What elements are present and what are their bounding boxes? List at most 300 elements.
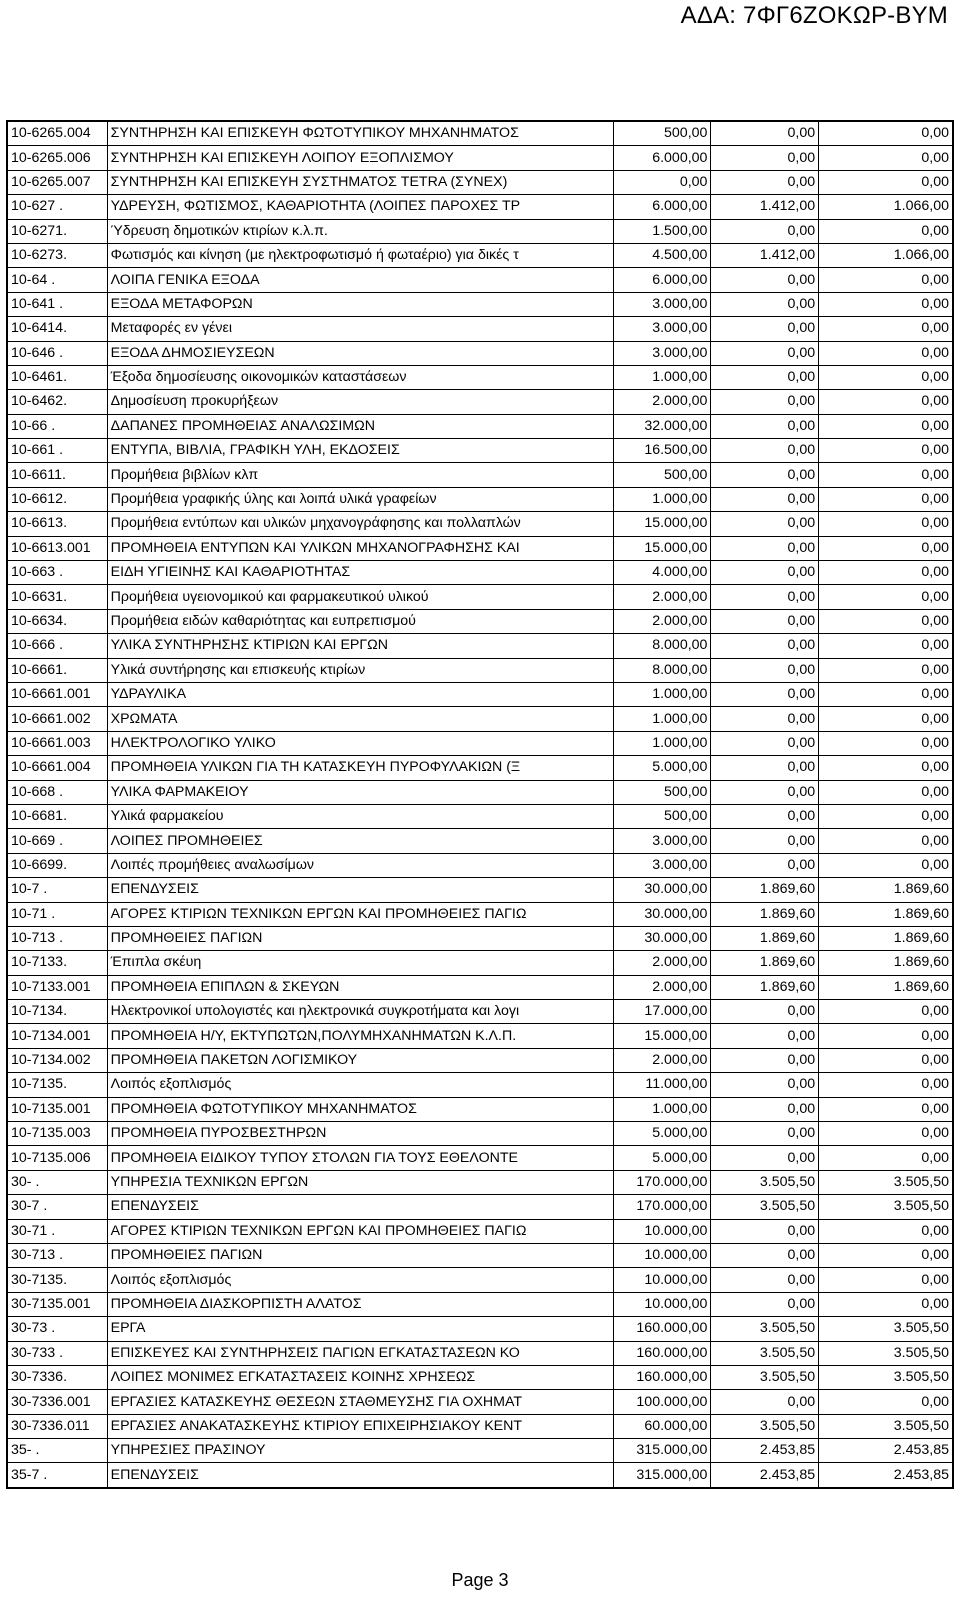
account-code-cell: 10-6613.001 [7, 536, 107, 560]
committed-amount-cell: 0,00 [711, 585, 819, 609]
paid-amount-cell: 0,00 [819, 439, 953, 463]
table-row [7, 121, 953, 146]
committed-amount-cell: 0,00 [711, 1024, 819, 1048]
paid-amount-cell: 3.505,50 [819, 1195, 953, 1219]
account-code-cell: 10-641 . [7, 292, 107, 316]
table-row [7, 1439, 953, 1463]
description-cell: ΑΓΟΡΕΣ ΚΤΙΡΙΩΝ ΤΕΧΝΙΚΩΝ ΕΡΓΩΝ ΚΑΙ ΠΡΟΜΗΘΕΙΕΣ ΠΑΓΙΩ [107, 902, 613, 926]
budget-amount-cell: 2.000,00 [613, 951, 711, 975]
paid-amount-cell: 1.869,60 [819, 902, 953, 926]
description-cell: ΥΛΙΚΑ ΦΑΡΜΑΚΕΙΟΥ [107, 780, 613, 804]
table-row [7, 414, 953, 438]
table-row [7, 1463, 953, 1488]
paid-amount-cell: 0,00 [819, 707, 953, 731]
paid-amount-cell: 0,00 [819, 1292, 953, 1316]
table-row [7, 243, 953, 267]
description-cell: ΕΞΟΔΑ ΜΕΤΑΦΟΡΩΝ [107, 292, 613, 316]
budget-amount-cell: 10.000,00 [613, 1268, 711, 1292]
account-code-cell: 10-6265.004 [7, 121, 107, 146]
paid-amount-cell: 0,00 [819, 561, 953, 585]
committed-amount-cell: 0,00 [711, 536, 819, 560]
committed-amount-cell: 3.505,50 [711, 1341, 819, 1365]
table-row [7, 804, 953, 828]
account-code-cell: 10-7134.002 [7, 1048, 107, 1072]
committed-amount-cell: 2.453,85 [711, 1463, 819, 1488]
paid-amount-cell: 2.453,85 [819, 1463, 953, 1488]
budget-amount-cell: 2.000,00 [613, 390, 711, 414]
table-row [7, 634, 953, 658]
description-cell: Προμήθεια γραφικής ύλης και λοιπά υλικά γραφείων [107, 487, 613, 511]
account-code-cell: 10-661 . [7, 439, 107, 463]
committed-amount-cell: 0,00 [711, 292, 819, 316]
table-row [7, 561, 953, 585]
account-code-cell: 30-7336.011 [7, 1414, 107, 1438]
description-cell: ΔΑΠΑΝΕΣ ΠΡΟΜΗΘΕΙΑΣ ΑΝΑΛΩΣΙΜΩΝ [107, 414, 613, 438]
description-cell: ΛΟΙΠΑ ΓΕΝΙΚΑ ΕΞΟΔΑ [107, 268, 613, 292]
paid-amount-cell: 3.505,50 [819, 1365, 953, 1389]
budget-amount-cell: 10.000,00 [613, 1219, 711, 1243]
account-code-cell: 30-7 . [7, 1195, 107, 1219]
description-cell: Λοιπές προμήθειες αναλωσίμων [107, 853, 613, 877]
paid-amount-cell: 0,00 [819, 1268, 953, 1292]
description-cell: Μεταφορές εν γένει [107, 317, 613, 341]
paid-amount-cell: 0,00 [819, 317, 953, 341]
committed-amount-cell: 0,00 [711, 219, 819, 243]
table-row [7, 1048, 953, 1072]
budget-amount-cell: 500,00 [613, 463, 711, 487]
committed-amount-cell: 1.869,60 [711, 951, 819, 975]
description-cell: ΥΠΗΡΕΣΙΑ ΤΕΧΝΙΚΩΝ ΕΡΓΩΝ [107, 1170, 613, 1194]
account-code-cell: 10-6461. [7, 365, 107, 389]
description-cell: Ύδρευση δημοτικών κτιρίων κ.λ.π. [107, 219, 613, 243]
committed-amount-cell: 0,00 [711, 463, 819, 487]
committed-amount-cell: 0,00 [711, 804, 819, 828]
paid-amount-cell: 0,00 [819, 853, 953, 877]
paid-amount-cell: 1.066,00 [819, 243, 953, 267]
budget-amount-cell: 30.000,00 [613, 902, 711, 926]
committed-amount-cell: 0,00 [711, 853, 819, 877]
description-cell: Έπιπλα σκέυη [107, 951, 613, 975]
description-cell: ΥΔΡΕΥΣΗ, ΦΩΤΙΣΜΟΣ, ΚΑΘΑΡΙΟΤΗΤΑ (ΛΟΙΠΕΣ ΠΑΡΟΧΕΣ ΤΡ [107, 195, 613, 219]
budget-amount-cell: 8.000,00 [613, 634, 711, 658]
account-code-cell: 10-6661.003 [7, 731, 107, 755]
table-row [7, 341, 953, 365]
account-code-cell: 10-64 . [7, 268, 107, 292]
paid-amount-cell: 0,00 [819, 365, 953, 389]
committed-amount-cell: 0,00 [711, 731, 819, 755]
budget-amount-cell: 2.000,00 [613, 975, 711, 999]
budget-amount-cell: 160.000,00 [613, 1317, 711, 1341]
paid-amount-cell: 0,00 [819, 1390, 953, 1414]
committed-amount-cell: 0,00 [711, 1048, 819, 1072]
paid-amount-cell: 0,00 [819, 658, 953, 682]
paid-amount-cell: 0,00 [819, 731, 953, 755]
committed-amount-cell: 0,00 [711, 1073, 819, 1097]
description-cell: Δημοσίευση προκυρήξεων [107, 390, 613, 414]
paid-amount-cell: 0,00 [819, 487, 953, 511]
account-code-cell: 30-7135. [7, 1268, 107, 1292]
description-cell: ΠΡΟΜΗΘΕΙΑ ΠΑΚΕΤΩΝ ΛΟΓΙΣΜΙΚΟΥ [107, 1048, 613, 1072]
committed-amount-cell: 2.453,85 [711, 1439, 819, 1463]
budget-amount-cell: 3.000,00 [613, 317, 711, 341]
description-cell: ΕΞΟΔΑ ΔΗΜΟΣΙΕΥΣΕΩΝ [107, 341, 613, 365]
description-cell: ΗΛΕΚΤΡΟΛΟΓΙΚΟ ΥΛΙΚΟ [107, 731, 613, 755]
committed-amount-cell: 1.869,60 [711, 926, 819, 950]
table-row [7, 463, 953, 487]
table-row [7, 756, 953, 780]
table-row [7, 878, 953, 902]
paid-amount-cell: 1.869,60 [819, 951, 953, 975]
account-code-cell: 10-6612. [7, 487, 107, 511]
paid-amount-cell: 1.066,00 [819, 195, 953, 219]
account-code-cell: 10-6634. [7, 609, 107, 633]
table-row [7, 1243, 953, 1267]
account-code-cell: 10-6631. [7, 585, 107, 609]
budget-amount-cell: 6.000,00 [613, 268, 711, 292]
description-cell: ΠΡΟΜΗΘΕΙΑ ΠΥΡΟΣΒΕΣΤΗΡΩΝ [107, 1122, 613, 1146]
budget-amount-cell: 5.000,00 [613, 1122, 711, 1146]
table-row [7, 1365, 953, 1389]
paid-amount-cell: 0,00 [819, 1048, 953, 1072]
table-row [7, 1097, 953, 1121]
paid-amount-cell: 0,00 [819, 268, 953, 292]
budget-amount-cell: 1.000,00 [613, 682, 711, 706]
account-code-cell: 10-6265.006 [7, 146, 107, 170]
committed-amount-cell: 0,00 [711, 317, 819, 341]
budget-amount-cell: 315.000,00 [613, 1439, 711, 1463]
description-cell: ΕΝΤΥΠΑ, ΒΙΒΛΙΑ, ΓΡΑΦΙΚΗ ΥΛΗ, ΕΚΔΟΣΕΙΣ [107, 439, 613, 463]
account-code-cell: 10-6271. [7, 219, 107, 243]
account-code-cell: 10-7 . [7, 878, 107, 902]
committed-amount-cell: 0,00 [711, 414, 819, 438]
table-row [7, 1317, 953, 1341]
account-code-cell: 10-7134.001 [7, 1024, 107, 1048]
budget-amount-cell: 30.000,00 [613, 926, 711, 950]
budget-amount-cell: 1.000,00 [613, 1097, 711, 1121]
account-code-cell: 10-6661.004 [7, 756, 107, 780]
description-cell: Υλικά συντήρησης και επισκευής κτιρίων [107, 658, 613, 682]
description-cell: ΣΥΝΤΗΡΗΣΗ ΚΑΙ ΕΠΙΣΚΕΥΗ ΛΟΙΠΟΥ ΕΞΟΠΛΙΣΜΟΥ [107, 146, 613, 170]
committed-amount-cell: 0,00 [711, 658, 819, 682]
paid-amount-cell: 0,00 [819, 1097, 953, 1121]
account-code-cell: 10-7134. [7, 1000, 107, 1024]
table-row [7, 268, 953, 292]
description-cell: ΠΡΟΜΗΘΕΙΑ ΕΠΙΠΛΩΝ & ΣΚΕΥΩΝ [107, 975, 613, 999]
table-row [7, 951, 953, 975]
account-code-cell: 10-71 . [7, 902, 107, 926]
committed-amount-cell: 3.505,50 [711, 1414, 819, 1438]
budget-amount-cell: 30.000,00 [613, 878, 711, 902]
description-cell: ΛΟΙΠΕΣ ΜΟΝΙΜΕΣ ΕΓΚΑΤΑΣΤΑΣΕΙΣ ΚΟΙΝΗΣ ΧΡΗΣΕΩΣ [107, 1365, 613, 1389]
committed-amount-cell: 0,00 [711, 1219, 819, 1243]
committed-amount-cell: 0,00 [711, 1122, 819, 1146]
table-row [7, 536, 953, 560]
description-cell: Υλικά φαρμακείου [107, 804, 613, 828]
table-row [7, 195, 953, 219]
description-cell: Ηλεκτρονικοί υπολογιστές και ηλεκτρονικά συγκροτήματα και λογι [107, 1000, 613, 1024]
table-row [7, 1073, 953, 1097]
table-row [7, 1170, 953, 1194]
table-row [7, 975, 953, 999]
budget-amount-cell: 5.000,00 [613, 1146, 711, 1170]
description-cell: ΕΡΓΑΣΙΕΣ ΚΑΤΑΣΚΕΥΗΣ ΘΕΣΕΩΝ ΣΤΑΘΜΕΥΣΗΣ ΓΙΑ ΟΧΗΜΑΤ [107, 1390, 613, 1414]
budget-amount-cell: 100.000,00 [613, 1390, 711, 1414]
paid-amount-cell: 0,00 [819, 390, 953, 414]
committed-amount-cell: 3.505,50 [711, 1195, 819, 1219]
account-code-cell: 10-663 . [7, 561, 107, 585]
committed-amount-cell: 0,00 [711, 1390, 819, 1414]
table-row [7, 1024, 953, 1048]
committed-amount-cell: 1.869,60 [711, 975, 819, 999]
committed-amount-cell: 3.505,50 [711, 1365, 819, 1389]
description-cell: Έξοδα δημοσίευσης οικονομικών καταστάσεων [107, 365, 613, 389]
paid-amount-cell: 0,00 [819, 1219, 953, 1243]
committed-amount-cell: 0,00 [711, 146, 819, 170]
account-code-cell: 10-713 . [7, 926, 107, 950]
paid-amount-cell: 0,00 [819, 341, 953, 365]
committed-amount-cell: 1.869,60 [711, 878, 819, 902]
budget-amount-cell: 2.000,00 [613, 585, 711, 609]
table-row [7, 707, 953, 731]
table-row [7, 1219, 953, 1243]
account-code-cell: 10-6661.001 [7, 682, 107, 706]
committed-amount-cell: 0,00 [711, 829, 819, 853]
description-cell: Προμήθεια ειδών καθαριότητας και ευπρεπισμού [107, 609, 613, 633]
budget-amount-cell: 15.000,00 [613, 1024, 711, 1048]
budget-amount-cell: 1.000,00 [613, 731, 711, 755]
account-code-cell: 10-7133. [7, 951, 107, 975]
budget-amount-cell: 60.000,00 [613, 1414, 711, 1438]
budget-amount-cell: 500,00 [613, 804, 711, 828]
description-cell: Φωτισμός και κίνηση (με ηλεκτροφωτισμό ή φωταέριο) για δικές τ [107, 243, 613, 267]
committed-amount-cell: 0,00 [711, 1146, 819, 1170]
paid-amount-cell: 0,00 [819, 634, 953, 658]
paid-amount-cell: 0,00 [819, 536, 953, 560]
account-code-cell: 10-666 . [7, 634, 107, 658]
budget-amount-cell: 500,00 [613, 780, 711, 804]
paid-amount-cell: 0,00 [819, 804, 953, 828]
budget-amount-cell: 1.000,00 [613, 707, 711, 731]
table-row [7, 1195, 953, 1219]
account-code-cell: 10-6661.002 [7, 707, 107, 731]
committed-amount-cell: 0,00 [711, 512, 819, 536]
paid-amount-cell: 0,00 [819, 292, 953, 316]
budget-amount-cell: 5.000,00 [613, 756, 711, 780]
paid-amount-cell: 1.869,60 [819, 926, 953, 950]
table-row [7, 902, 953, 926]
description-cell: ΕΠΕΝΔΥΣΕΙΣ [107, 878, 613, 902]
account-code-cell: 30-733 . [7, 1341, 107, 1365]
table-row [7, 1268, 953, 1292]
paid-amount-cell: 0,00 [819, 463, 953, 487]
account-code-cell: 10-669 . [7, 829, 107, 853]
paid-amount-cell: 0,00 [819, 780, 953, 804]
paid-amount-cell: 0,00 [819, 1000, 953, 1024]
committed-amount-cell: 0,00 [711, 1243, 819, 1267]
description-cell: ΕΠΕΝΔΥΣΕΙΣ [107, 1463, 613, 1488]
account-code-cell: 10-6613. [7, 512, 107, 536]
budget-amount-cell: 500,00 [613, 121, 711, 146]
account-code-cell: 10-6699. [7, 853, 107, 877]
table-row [7, 219, 953, 243]
account-code-cell: 10-6414. [7, 317, 107, 341]
paid-amount-cell: 0,00 [819, 121, 953, 146]
description-cell: Λοιπός εξοπλισμός [107, 1073, 613, 1097]
paid-amount-cell: 0,00 [819, 512, 953, 536]
description-cell: ΠΡΟΜΗΘΕΙΕΣ ΠΑΓΙΩΝ [107, 926, 613, 950]
description-cell: ΠΡΟΜΗΘΕΙΕΣ ΠΑΓΙΩΝ [107, 1243, 613, 1267]
table-row [7, 731, 953, 755]
committed-amount-cell: 0,00 [711, 365, 819, 389]
budget-amount-cell: 10.000,00 [613, 1243, 711, 1267]
committed-amount-cell: 1.412,00 [711, 195, 819, 219]
committed-amount-cell: 0,00 [711, 561, 819, 585]
paid-amount-cell: 3.505,50 [819, 1317, 953, 1341]
paid-amount-cell: 0,00 [819, 1243, 953, 1267]
budget-table [6, 120, 954, 1489]
description-cell: ΕΡΓΑΣΙΕΣ ΑΝΑΚΑΤΑΣΚΕΥΗΣ ΚΤΙΡΙΟΥ ΕΠΙΧΕΙΡΗΣΙΑΚΟΥ ΚΕΝΤ [107, 1414, 613, 1438]
description-cell: Προμήθεια εντύπων και υλικών μηχανογράφησης και πολλαπλών [107, 512, 613, 536]
account-code-cell: 35- . [7, 1439, 107, 1463]
budget-amount-cell: 170.000,00 [613, 1170, 711, 1194]
budget-amount-cell: 8.000,00 [613, 658, 711, 682]
committed-amount-cell: 0,00 [711, 756, 819, 780]
table-row [7, 780, 953, 804]
committed-amount-cell: 0,00 [711, 390, 819, 414]
table-row [7, 317, 953, 341]
paid-amount-cell: 0,00 [819, 756, 953, 780]
table-row [7, 365, 953, 389]
paid-amount-cell: 3.505,50 [819, 1170, 953, 1194]
page-number: Page 3 [451, 1570, 509, 1590]
budget-amount-cell: 15.000,00 [613, 536, 711, 560]
account-code-cell: 30-7135.001 [7, 1292, 107, 1316]
description-cell: ΕΠΕΝΔΥΣΕΙΣ [107, 1195, 613, 1219]
account-code-cell: 10-6462. [7, 390, 107, 414]
table-row [7, 1390, 953, 1414]
table-row [7, 292, 953, 316]
committed-amount-cell: 0,00 [711, 439, 819, 463]
budget-amount-cell: 160.000,00 [613, 1365, 711, 1389]
committed-amount-cell: 0,00 [711, 1097, 819, 1121]
paid-amount-cell: 1.869,60 [819, 878, 953, 902]
description-cell: ΠΡΟΜΗΘΕΙΑ Η/Υ, ΕΚΤΥΠΩΤΩΝ,ΠΟΛΥΜΗΧΑΝΗΜΑΤΩΝ Κ.Λ.Π. [107, 1024, 613, 1048]
budget-amount-cell: 160.000,00 [613, 1341, 711, 1365]
paid-amount-cell: 2.453,85 [819, 1439, 953, 1463]
paid-amount-cell: 0,00 [819, 1024, 953, 1048]
paid-amount-cell: 0,00 [819, 1122, 953, 1146]
committed-amount-cell: 0,00 [711, 634, 819, 658]
table-row [7, 487, 953, 511]
description-cell: ΥΔΡΑΥΛΙΚΑ [107, 682, 613, 706]
table-row [7, 926, 953, 950]
account-code-cell: 30-7336. [7, 1365, 107, 1389]
table-row [7, 390, 953, 414]
description-cell: ΠΡΟΜΗΘΕΙΑ ΔΙΑΣΚΟΡΠΙΣΤΗ ΑΛΑΤΟΣ [107, 1292, 613, 1316]
budget-amount-cell: 10.000,00 [613, 1292, 711, 1316]
budget-amount-cell: 3.000,00 [613, 853, 711, 877]
committed-amount-cell: 0,00 [711, 268, 819, 292]
table-row [7, 512, 953, 536]
account-code-cell: 10-627 . [7, 195, 107, 219]
table-row [7, 829, 953, 853]
budget-amount-cell: 3.000,00 [613, 829, 711, 853]
budget-table-body [7, 121, 953, 1488]
description-cell: ΥΛΙΚΑ ΣΥΝΤΗΡΗΣΗΣ ΚΤΙΡΙΩΝ ΚΑΙ ΕΡΓΩΝ [107, 634, 613, 658]
committed-amount-cell: 0,00 [711, 1000, 819, 1024]
description-cell: ΣΥΝΤΗΡΗΣΗ ΚΑΙ ΕΠΙΣΚΕΥΗ ΦΩΤΟΤΥΠΙΚΟΥ ΜΗΧΑΝΗΜΑΤΟΣ [107, 121, 613, 146]
committed-amount-cell: 3.505,50 [711, 1317, 819, 1341]
budget-amount-cell: 3.000,00 [613, 292, 711, 316]
budget-amount-cell: 1.000,00 [613, 487, 711, 511]
paid-amount-cell: 0,00 [819, 414, 953, 438]
account-code-cell: 30- . [7, 1170, 107, 1194]
budget-amount-cell: 2.000,00 [613, 609, 711, 633]
account-code-cell: 10-7133.001 [7, 975, 107, 999]
paid-amount-cell: 0,00 [819, 682, 953, 706]
account-code-cell: 35-7 . [7, 1463, 107, 1488]
account-code-cell: 10-6273. [7, 243, 107, 267]
budget-amount-cell: 32.000,00 [613, 414, 711, 438]
table-row [7, 658, 953, 682]
budget-amount-cell: 6.000,00 [613, 146, 711, 170]
paid-amount-cell: 0,00 [819, 170, 953, 194]
budget-amount-cell: 170.000,00 [613, 1195, 711, 1219]
committed-amount-cell: 0,00 [711, 707, 819, 731]
account-code-cell: 30-713 . [7, 1243, 107, 1267]
description-cell: Προμήθεια υγειονομικού και φαρμακευτικού υλικού [107, 585, 613, 609]
description-cell: Λοιπός εξοπλισμός [107, 1268, 613, 1292]
budget-amount-cell: 6.000,00 [613, 195, 711, 219]
table-row [7, 439, 953, 463]
account-code-cell: 10-646 . [7, 341, 107, 365]
account-code-cell: 10-66 . [7, 414, 107, 438]
budget-amount-cell: 315.000,00 [613, 1463, 711, 1488]
paid-amount-cell: 0,00 [819, 1073, 953, 1097]
committed-amount-cell: 0,00 [711, 341, 819, 365]
committed-amount-cell: 1.412,00 [711, 243, 819, 267]
budget-amount-cell: 15.000,00 [613, 512, 711, 536]
committed-amount-cell: 3.505,50 [711, 1170, 819, 1194]
committed-amount-cell: 0,00 [711, 682, 819, 706]
committed-amount-cell: 0,00 [711, 1268, 819, 1292]
paid-amount-cell: 3.505,50 [819, 1341, 953, 1365]
table-row [7, 146, 953, 170]
ada-identifier: ΑΔΑ: 7ΦΓ6ΖΟΚΩΡ-ΒΥΜ [680, 2, 948, 29]
table-row [7, 1292, 953, 1316]
description-cell: ΕΠΙΣΚΕΥΕΣ ΚΑΙ ΣΥΝΤΗΡΗΣΕΙΣ ΠΑΓΙΩΝ ΕΓΚΑΤΑΣΤΑΣΕΩΝ ΚΟ [107, 1341, 613, 1365]
account-code-cell: 30-73 . [7, 1317, 107, 1341]
budget-amount-cell: 1.000,00 [613, 365, 711, 389]
description-cell: ΠΡΟΜΗΘΕΙΑ ΦΩΤΟΤΥΠΙΚΟΥ ΜΗΧΑΝΗΜΑΤΟΣ [107, 1097, 613, 1121]
account-code-cell: 10-7135.006 [7, 1146, 107, 1170]
account-code-cell: 10-6681. [7, 804, 107, 828]
description-cell: ΠΡΟΜΗΘΕΙΑ ΕΙΔΙΚΟΥ ΤΥΠΟΥ ΣΤΟΛΩΝ ΓΙΑ ΤΟΥΣ ΕΘΕΛΟΝΤΕ [107, 1146, 613, 1170]
table-row [7, 853, 953, 877]
table-row [7, 682, 953, 706]
table-row [7, 609, 953, 633]
committed-amount-cell: 1.869,60 [711, 902, 819, 926]
paid-amount-cell: 1.869,60 [819, 975, 953, 999]
paid-amount-cell: 3.505,50 [819, 1414, 953, 1438]
budget-amount-cell: 1.500,00 [613, 219, 711, 243]
budget-amount-cell: 0,00 [613, 170, 711, 194]
committed-amount-cell: 0,00 [711, 1292, 819, 1316]
account-code-cell: 10-668 . [7, 780, 107, 804]
account-code-cell: 10-6661. [7, 658, 107, 682]
description-cell: ΕΙΔΗ ΥΓΙΕΙΝΗΣ ΚΑΙ ΚΑΘΑΡΙΟΤΗΤΑΣ [107, 561, 613, 585]
account-code-cell: 30-71 . [7, 1219, 107, 1243]
